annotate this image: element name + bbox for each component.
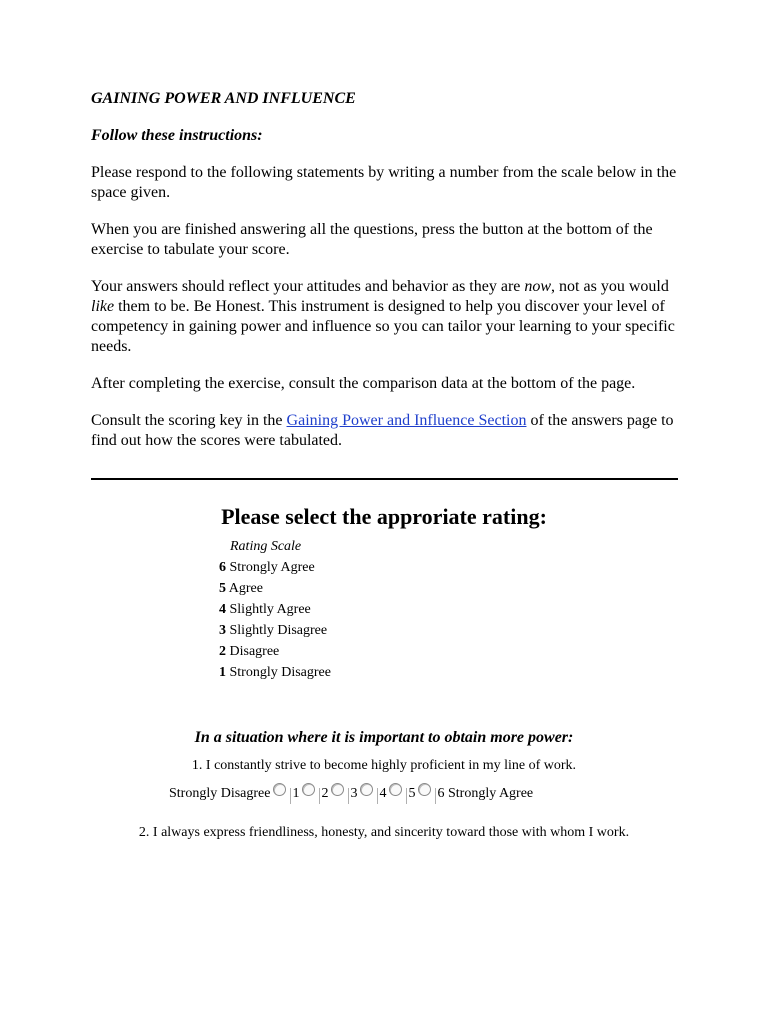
- rating-label: Slightly Agree: [229, 602, 311, 617]
- rating-number: 5: [219, 581, 226, 596]
- instructions-block: [91, 89, 681, 468]
- scale-right-label-text: Strongly Agree: [447, 786, 534, 801]
- scale-right-label: [444, 784, 533, 804]
- divider: [319, 788, 320, 804]
- option-number: 1: [292, 786, 300, 801]
- section-title: In a situation where it is important to obtain more power:: [194, 729, 574, 746]
- p3-text-b: , not as you would: [551, 278, 669, 295]
- instruction-paragraph-1: Please respond to the following statements by writing a number from the scale below in the space given.: [91, 164, 677, 201]
- rating-number: 1: [219, 665, 226, 680]
- rating-label: Slightly Disagree: [229, 623, 328, 638]
- question-1: 1. I constantly strive to become highly proficient in my line of work.: [191, 758, 577, 773]
- p5-text-a: Consult the scoring key in the: [91, 412, 287, 429]
- rating-number: 3: [219, 623, 226, 638]
- rating-row: [219, 557, 331, 578]
- divider: [377, 788, 378, 804]
- divider: [406, 788, 407, 804]
- instruction-paragraph-4: After completing the exercise, consult the comparison data at the bottom of the page.: [91, 375, 636, 392]
- question-2: 2. I always express friendliness, honesty, and sincerity toward those with whom I work.: [138, 825, 630, 840]
- rating-row: [219, 641, 331, 662]
- page-title: GAINING POWER AND INFLUENCE: [91, 90, 356, 107]
- rating-label: Disagree: [229, 644, 280, 659]
- scoring-key-link[interactable]: Gaining Power and Influence Section: [286, 412, 527, 429]
- instructions-heading: Follow these instructions:: [91, 127, 263, 144]
- radio-option-1[interactable]: [273, 783, 286, 796]
- rating-row: [219, 620, 331, 641]
- rating-row: [219, 578, 331, 599]
- radio-option-4[interactable]: [360, 783, 373, 796]
- p3-now: now: [524, 278, 552, 295]
- radio-option-6[interactable]: [418, 783, 431, 796]
- rating-number: 2: [219, 644, 226, 659]
- instruction-paragraph-5: [91, 411, 681, 451]
- divider: [290, 788, 291, 804]
- p3-text-c: them to be. Be Honest. This instrument is designed to help you discover your level of competency in gaining power and influence so you can tailor your learning to your specific needs.: [91, 298, 675, 355]
- option-number: 5: [408, 786, 416, 801]
- radio-option-3[interactable]: [331, 783, 344, 796]
- rating-scale: [219, 536, 331, 683]
- rating-heading: Please select the approriate rating:: [221, 504, 547, 529]
- rating-label: Strongly Disagree: [229, 665, 331, 680]
- rating-number: 6: [219, 560, 226, 575]
- rating-label: Agree: [228, 581, 263, 596]
- option-number: 2: [321, 786, 329, 801]
- option-number: 4: [379, 786, 387, 801]
- p5-text-b: of the answers page to find out how the scores were tabulated.: [91, 412, 674, 449]
- scale-left-label: Strongly Disagree: [169, 786, 271, 801]
- instruction-paragraph-3: [91, 277, 681, 357]
- rating-scale-caption: Rating Scale: [230, 539, 302, 554]
- radio-option-5[interactable]: [389, 783, 402, 796]
- rating-number: 4: [219, 602, 226, 617]
- horizontal-rule: [91, 478, 678, 480]
- p3-like: like: [91, 298, 115, 315]
- option-number: 6: [437, 786, 445, 801]
- divider: [348, 788, 349, 804]
- option-number: 3: [350, 786, 358, 801]
- p3-text-a: Your answers should reflect your attitudes and behavior as they are: [91, 278, 525, 295]
- rating-label: Strongly Agree: [229, 560, 315, 575]
- radio-option-2[interactable]: [302, 783, 315, 796]
- instruction-paragraph-2: When you are finished answering all the questions, press the button at the bottom of the exercise to tabulate your score.: [91, 221, 653, 258]
- question-1-answers: [169, 783, 533, 804]
- rating-row: [219, 599, 331, 620]
- divider: [435, 788, 436, 804]
- rating-row: [219, 662, 331, 683]
